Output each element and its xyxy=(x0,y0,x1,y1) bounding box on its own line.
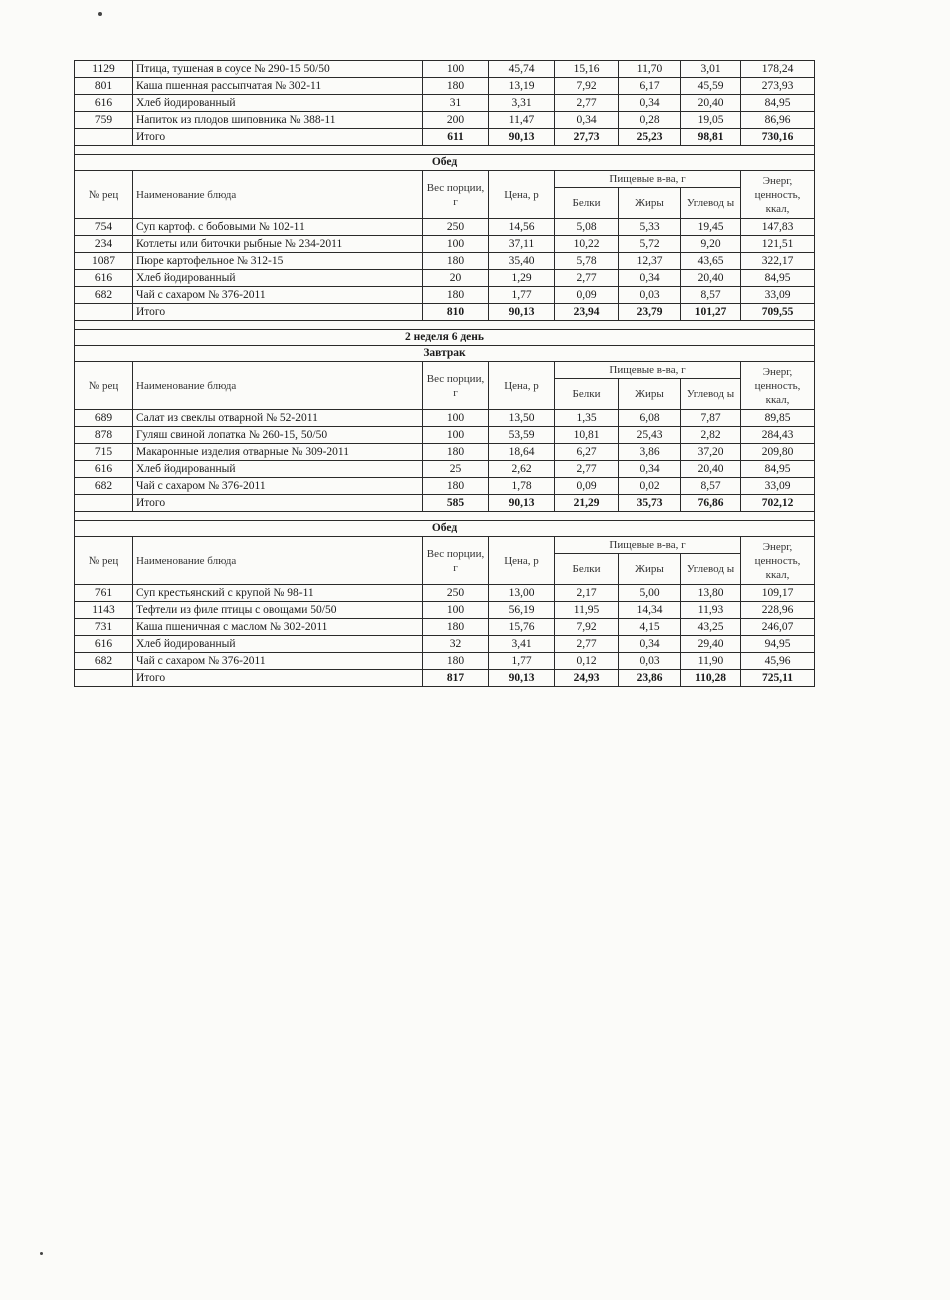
dish-name-cell: Итого xyxy=(133,670,423,687)
protein-cell: 2,17 xyxy=(555,585,619,602)
rec-number-cell: 754 xyxy=(75,219,133,236)
carbs-cell: 110,28 xyxy=(681,670,741,687)
rec-number-cell: 1129 xyxy=(75,61,133,78)
protein-cell: 0,12 xyxy=(555,653,619,670)
fat-cell: 0,34 xyxy=(619,461,681,478)
dish-name-cell: Гуляш свиной лопатка № 260-15, 50/50 xyxy=(133,427,423,444)
rec-number-cell: 682 xyxy=(75,478,133,495)
portion-weight-cell: 180 xyxy=(423,619,489,636)
dish-name-cell: Чай с сахаром № 376-2011 xyxy=(133,287,423,304)
portion-weight-cell: 20 xyxy=(423,270,489,287)
price-cell: 56,19 xyxy=(489,602,555,619)
rec-number-cell xyxy=(75,129,133,146)
fat-cell: 4,15 xyxy=(619,619,681,636)
rec-number-cell: 616 xyxy=(75,636,133,653)
portion-weight-cell: 611 xyxy=(423,129,489,146)
price-cell: 3,31 xyxy=(489,95,555,112)
protein-cell: 2,77 xyxy=(555,95,619,112)
fat-cell: 0,03 xyxy=(619,653,681,670)
protein-cell: 0,09 xyxy=(555,478,619,495)
header-protein: Белки xyxy=(555,379,619,410)
table-row xyxy=(75,270,815,287)
portion-weight-cell: 250 xyxy=(423,219,489,236)
carbs-cell: 76,86 xyxy=(681,495,741,512)
fat-cell: 5,72 xyxy=(619,236,681,253)
energy-cell: 94,95 xyxy=(741,636,815,653)
energy-cell: 228,96 xyxy=(741,602,815,619)
rec-number-cell: 682 xyxy=(75,287,133,304)
header-energy: Энерг, ценность, ккал, xyxy=(741,362,815,410)
carbs-cell: 19,45 xyxy=(681,219,741,236)
day-header xyxy=(75,330,815,346)
carbs-cell: 13,80 xyxy=(681,585,741,602)
table-row xyxy=(75,253,815,270)
portion-weight-cell: 100 xyxy=(423,427,489,444)
price-cell: 1,77 xyxy=(489,653,555,670)
protein-cell: 0,34 xyxy=(555,112,619,129)
dish-name-cell: Пюре картофельное № 312-15 xyxy=(133,253,423,270)
header-fat: Жиры xyxy=(619,554,681,585)
protein-cell: 11,95 xyxy=(555,602,619,619)
energy-cell: 702,12 xyxy=(741,495,815,512)
protein-cell: 23,94 xyxy=(555,304,619,321)
energy-cell: 121,51 xyxy=(741,236,815,253)
fat-cell: 0,34 xyxy=(619,636,681,653)
carbs-cell: 29,40 xyxy=(681,636,741,653)
energy-cell: 84,95 xyxy=(741,270,815,287)
fat-cell: 23,86 xyxy=(619,670,681,687)
fat-cell: 0,34 xyxy=(619,270,681,287)
header-rec: № рец xyxy=(75,362,133,410)
energy-cell: 730,16 xyxy=(741,129,815,146)
spacer-cell xyxy=(75,512,815,521)
total-row xyxy=(75,670,815,687)
price-cell: 15,76 xyxy=(489,619,555,636)
spacer-cell xyxy=(75,321,815,330)
portion-weight-cell: 180 xyxy=(423,287,489,304)
header-weight: Вес порции, г xyxy=(423,171,489,219)
table-row xyxy=(75,444,815,461)
portion-weight-cell: 180 xyxy=(423,253,489,270)
header-nutrients: Пищевые в-ва, г xyxy=(555,362,741,379)
energy-cell: 246,07 xyxy=(741,619,815,636)
carbs-cell: 11,93 xyxy=(681,602,741,619)
dish-name-cell: Котлеты или биточки рыбные № 234-2011 xyxy=(133,236,423,253)
price-cell: 11,47 xyxy=(489,112,555,129)
rec-number-cell: 759 xyxy=(75,112,133,129)
rec-number-cell: 731 xyxy=(75,619,133,636)
fat-cell: 3,86 xyxy=(619,444,681,461)
portion-weight-cell: 25 xyxy=(423,461,489,478)
fat-cell: 6,08 xyxy=(619,410,681,427)
energy-cell: 84,95 xyxy=(741,95,815,112)
header-fat: Жиры xyxy=(619,379,681,410)
price-cell: 3,41 xyxy=(489,636,555,653)
dish-name-cell: Хлеб йодированный xyxy=(133,95,423,112)
header-energy: Энерг, ценность, ккал, xyxy=(741,171,815,219)
price-cell: 90,13 xyxy=(489,304,555,321)
carbs-cell: 45,59 xyxy=(681,78,741,95)
energy-cell: 109,17 xyxy=(741,585,815,602)
energy-cell: 147,83 xyxy=(741,219,815,236)
price-cell: 37,11 xyxy=(489,236,555,253)
fat-cell: 23,79 xyxy=(619,304,681,321)
rec-number-cell: 234 xyxy=(75,236,133,253)
table-row xyxy=(75,78,815,95)
protein-cell: 21,29 xyxy=(555,495,619,512)
header-carbs: Углевод ы xyxy=(681,379,741,410)
dish-name-cell: Чай с сахаром № 376-2011 xyxy=(133,653,423,670)
protein-cell: 27,73 xyxy=(555,129,619,146)
price-cell: 90,13 xyxy=(489,129,555,146)
price-cell: 2,62 xyxy=(489,461,555,478)
portion-weight-cell: 100 xyxy=(423,602,489,619)
rec-number-cell xyxy=(75,495,133,512)
dish-name-cell: Итого xyxy=(133,129,423,146)
fat-cell: 14,34 xyxy=(619,602,681,619)
rec-number-cell: 1143 xyxy=(75,602,133,619)
table-row xyxy=(75,112,815,129)
rec-number-cell: 616 xyxy=(75,461,133,478)
header-price: Цена, р xyxy=(489,171,555,219)
header-nutrients: Пищевые в-ва, г xyxy=(555,171,741,188)
fat-cell: 5,00 xyxy=(619,585,681,602)
energy-cell: 273,93 xyxy=(741,78,815,95)
portion-weight-cell: 32 xyxy=(423,636,489,653)
price-cell: 90,13 xyxy=(489,495,555,512)
fat-cell: 0,28 xyxy=(619,112,681,129)
dish-name-cell: Суп картоф. с бобовыми № 102-11 xyxy=(133,219,423,236)
header-nutrients: Пищевые в-ва, г xyxy=(555,537,741,554)
energy-cell: 709,55 xyxy=(741,304,815,321)
energy-cell: 33,09 xyxy=(741,478,815,495)
portion-weight-cell: 31 xyxy=(423,95,489,112)
fat-cell: 0,34 xyxy=(619,95,681,112)
table-row xyxy=(75,653,815,670)
header-energy: Энерг, ценность, ккал, xyxy=(741,537,815,585)
header-row xyxy=(75,171,815,188)
section-header-title: Обед xyxy=(75,155,815,171)
header-carbs: Углевод ы xyxy=(681,188,741,219)
protein-cell: 15,16 xyxy=(555,61,619,78)
portion-weight-cell: 180 xyxy=(423,478,489,495)
carbs-cell: 3,01 xyxy=(681,61,741,78)
menu-table xyxy=(74,60,815,687)
header-name: Наименование блюда xyxy=(133,171,423,219)
rec-number-cell xyxy=(75,670,133,687)
carbs-cell: 2,82 xyxy=(681,427,741,444)
energy-cell: 725,11 xyxy=(741,670,815,687)
portion-weight-cell: 200 xyxy=(423,112,489,129)
protein-cell: 5,78 xyxy=(555,253,619,270)
header-rec: № рец xyxy=(75,537,133,585)
total-row xyxy=(75,129,815,146)
dish-name-cell: Макаронные изделия отварные № 309-2011 xyxy=(133,444,423,461)
fat-cell: 0,03 xyxy=(619,287,681,304)
table-row xyxy=(75,95,815,112)
portion-weight-cell: 585 xyxy=(423,495,489,512)
carbs-cell: 43,65 xyxy=(681,253,741,270)
fat-cell: 25,43 xyxy=(619,427,681,444)
total-row xyxy=(75,304,815,321)
fat-cell: 12,37 xyxy=(619,253,681,270)
dish-name-cell: Птица, тушеная в соусе № 290-15 50/50 xyxy=(133,61,423,78)
portion-weight-cell: 810 xyxy=(423,304,489,321)
protein-cell: 2,77 xyxy=(555,636,619,653)
header-rec: № рец xyxy=(75,171,133,219)
portion-weight-cell: 180 xyxy=(423,78,489,95)
table-row xyxy=(75,287,815,304)
dish-name-cell: Итого xyxy=(133,304,423,321)
header-row xyxy=(75,362,815,379)
table-row xyxy=(75,602,815,619)
table-row xyxy=(75,219,815,236)
carbs-cell: 101,27 xyxy=(681,304,741,321)
carbs-cell: 20,40 xyxy=(681,270,741,287)
dish-name-cell: Хлеб йодированный xyxy=(133,270,423,287)
scan-speck xyxy=(40,1252,43,1255)
rec-number-cell xyxy=(75,304,133,321)
dish-name-cell: Чай с сахаром № 376-2011 xyxy=(133,478,423,495)
portion-weight-cell: 100 xyxy=(423,410,489,427)
day-header-title: 2 неделя 6 день xyxy=(75,330,815,346)
fat-cell: 5,33 xyxy=(619,219,681,236)
spacer-cell xyxy=(75,146,815,155)
carbs-cell: 43,25 xyxy=(681,619,741,636)
price-cell: 1,78 xyxy=(489,478,555,495)
protein-cell: 2,77 xyxy=(555,461,619,478)
header-carbs: Углевод ы xyxy=(681,554,741,585)
header-name: Наименование блюда xyxy=(133,362,423,410)
menu-document xyxy=(74,60,814,687)
price-cell: 1,77 xyxy=(489,287,555,304)
energy-cell: 86,96 xyxy=(741,112,815,129)
protein-cell: 10,81 xyxy=(555,427,619,444)
protein-cell: 6,27 xyxy=(555,444,619,461)
rec-number-cell: 715 xyxy=(75,444,133,461)
rec-number-cell: 616 xyxy=(75,270,133,287)
dish-name-cell: Салат из свеклы отварной № 52-2011 xyxy=(133,410,423,427)
price-cell: 13,19 xyxy=(489,78,555,95)
carbs-cell: 11,90 xyxy=(681,653,741,670)
carbs-cell: 19,05 xyxy=(681,112,741,129)
section-header-title: Обед xyxy=(75,521,815,537)
dish-name-cell: Тефтели из филе птицы с овощами 50/50 xyxy=(133,602,423,619)
table-row xyxy=(75,236,815,253)
header-protein: Белки xyxy=(555,554,619,585)
header-protein: Белки xyxy=(555,188,619,219)
portion-weight-cell: 100 xyxy=(423,236,489,253)
protein-cell: 5,08 xyxy=(555,219,619,236)
price-cell: 18,64 xyxy=(489,444,555,461)
spacer-row xyxy=(75,146,815,155)
carbs-cell: 37,20 xyxy=(681,444,741,461)
dish-name-cell: Напиток из плодов шиповника № 388-11 xyxy=(133,112,423,129)
carbs-cell: 20,40 xyxy=(681,461,741,478)
header-weight: Вес порции, г xyxy=(423,537,489,585)
energy-cell: 33,09 xyxy=(741,287,815,304)
energy-cell: 209,80 xyxy=(741,444,815,461)
table-row xyxy=(75,585,815,602)
header-price: Цена, р xyxy=(489,537,555,585)
dish-name-cell: Хлеб йодированный xyxy=(133,636,423,653)
fat-cell: 11,70 xyxy=(619,61,681,78)
section-header xyxy=(75,521,815,537)
rec-number-cell: 761 xyxy=(75,585,133,602)
dish-name-cell: Хлеб йодированный xyxy=(133,461,423,478)
protein-cell: 0,09 xyxy=(555,287,619,304)
table-row xyxy=(75,61,815,78)
rec-number-cell: 616 xyxy=(75,95,133,112)
portion-weight-cell: 100 xyxy=(423,61,489,78)
price-cell: 13,50 xyxy=(489,410,555,427)
rec-number-cell: 689 xyxy=(75,410,133,427)
fat-cell: 25,23 xyxy=(619,129,681,146)
energy-cell: 45,96 xyxy=(741,653,815,670)
spacer-row xyxy=(75,512,815,521)
dish-name-cell: Каша пшенная рассыпчатая № 302-11 xyxy=(133,78,423,95)
table-row xyxy=(75,478,815,495)
price-cell: 53,59 xyxy=(489,427,555,444)
section-header xyxy=(75,346,815,362)
table-row xyxy=(75,461,815,478)
energy-cell: 84,95 xyxy=(741,461,815,478)
price-cell: 14,56 xyxy=(489,219,555,236)
table-row xyxy=(75,636,815,653)
carbs-cell: 20,40 xyxy=(681,95,741,112)
price-cell: 45,74 xyxy=(489,61,555,78)
carbs-cell: 8,57 xyxy=(681,287,741,304)
section-header-title: Завтрак xyxy=(75,346,815,362)
header-fat: Жиры xyxy=(619,188,681,219)
spacer-row xyxy=(75,321,815,330)
total-row xyxy=(75,495,815,512)
fat-cell: 35,73 xyxy=(619,495,681,512)
protein-cell: 1,35 xyxy=(555,410,619,427)
portion-weight-cell: 180 xyxy=(423,444,489,461)
price-cell: 90,13 xyxy=(489,670,555,687)
protein-cell: 10,22 xyxy=(555,236,619,253)
dish-name-cell: Каша пшеничная с маслом № 302-2011 xyxy=(133,619,423,636)
energy-cell: 284,43 xyxy=(741,427,815,444)
price-cell: 35,40 xyxy=(489,253,555,270)
carbs-cell: 9,20 xyxy=(681,236,741,253)
portion-weight-cell: 180 xyxy=(423,653,489,670)
fat-cell: 0,02 xyxy=(619,478,681,495)
dish-name-cell: Итого xyxy=(133,495,423,512)
scan-speck xyxy=(98,12,102,16)
energy-cell: 89,85 xyxy=(741,410,815,427)
table-row xyxy=(75,427,815,444)
table-row xyxy=(75,410,815,427)
carbs-cell: 98,81 xyxy=(681,129,741,146)
rec-number-cell: 878 xyxy=(75,427,133,444)
price-cell: 13,00 xyxy=(489,585,555,602)
price-cell: 1,29 xyxy=(489,270,555,287)
header-price: Цена, р xyxy=(489,362,555,410)
portion-weight-cell: 817 xyxy=(423,670,489,687)
dish-name-cell: Суп крестьянский с крупой № 98-11 xyxy=(133,585,423,602)
rec-number-cell: 1087 xyxy=(75,253,133,270)
energy-cell: 178,24 xyxy=(741,61,815,78)
carbs-cell: 7,87 xyxy=(681,410,741,427)
protein-cell: 7,92 xyxy=(555,619,619,636)
protein-cell: 24,93 xyxy=(555,670,619,687)
section-header xyxy=(75,155,815,171)
protein-cell: 7,92 xyxy=(555,78,619,95)
energy-cell: 322,17 xyxy=(741,253,815,270)
table-row xyxy=(75,619,815,636)
header-weight: Вес порции, г xyxy=(423,362,489,410)
fat-cell: 6,17 xyxy=(619,78,681,95)
rec-number-cell: 682 xyxy=(75,653,133,670)
rec-number-cell: 801 xyxy=(75,78,133,95)
protein-cell: 2,77 xyxy=(555,270,619,287)
header-name: Наименование блюда xyxy=(133,537,423,585)
header-row xyxy=(75,537,815,554)
carbs-cell: 8,57 xyxy=(681,478,741,495)
portion-weight-cell: 250 xyxy=(423,585,489,602)
